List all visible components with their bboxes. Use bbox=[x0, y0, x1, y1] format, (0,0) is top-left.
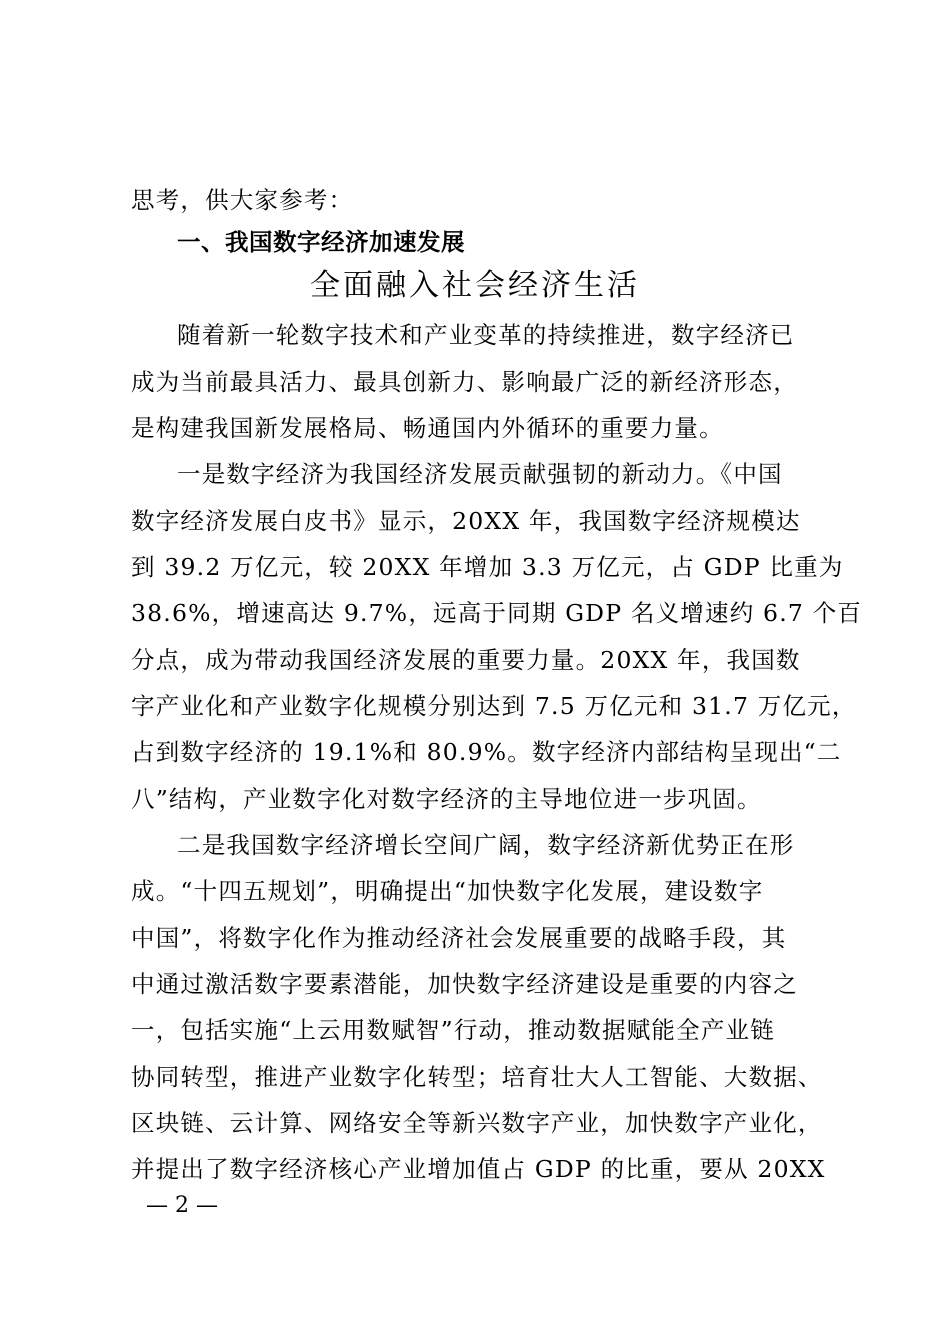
paragraph-line: 中国”，将数字化作为推动经济社会发展重要的战略手段，其 bbox=[131, 924, 787, 952]
paragraph-line: 成。“十四五规划”，明确提出“加快数字化发展，建设数字 bbox=[131, 877, 764, 905]
paragraph-line: 到 39.2 万亿元，较 20XX 年增加 3.3 万亿元，占 GDP 比重为 bbox=[131, 553, 844, 581]
section-heading: 一、我国数字经济加速发展 bbox=[177, 228, 465, 256]
paragraph-line: 二是我国数字经济增长空间广阔，数字经济新优势正在形 bbox=[177, 831, 795, 859]
paragraph-line: 随着新一轮数字技术和产业变革的持续推进，数字经济已 bbox=[177, 321, 795, 349]
paragraph-line: 分点，成为带动我国经济发展的重要力量。20XX 年，我国数 bbox=[131, 646, 801, 674]
paragraph-line: 中通过激活数字要素潜能，加快数字经济建设是重要的内容之 bbox=[131, 970, 798, 998]
paragraph-line: 成为当前最具活力、最具创新力、影响最广泛的新经济形态， bbox=[131, 368, 798, 396]
intro-line: 思考，供大家参考： bbox=[131, 186, 354, 214]
paragraph-line: 一，包括实施“上云用数赋智”行动，推动数据赋能全产业链 bbox=[131, 1016, 775, 1044]
page-number: — 2 — bbox=[146, 1193, 218, 1218]
paragraph-line: 38.6%，增速高达 9.7%，远高于同期 GDP 名义增速约 6.7 个百 bbox=[131, 599, 863, 627]
paragraph-line: 协同转型，推进产业数字化转型；培育壮大人工智能、大数据、 bbox=[131, 1063, 823, 1091]
paragraph-line: 占到数字经济的 19.1%和 80.9%。数字经济内部结构呈现出“二 bbox=[131, 738, 842, 766]
paragraph-line: 八”结构，产业数字化对数字经济的主导地位进一步巩固。 bbox=[131, 785, 762, 813]
paragraph-line: 并提出了数字经济核心产业增加值占 GDP 的比重，要从 20XX bbox=[131, 1155, 826, 1183]
paragraph-line: 区块链、云计算、网络安全等新兴数字产业，加快数字产业化， bbox=[131, 1109, 823, 1137]
section-subheading: 全面融入社会经济生活 bbox=[310, 268, 640, 303]
paragraph-line: 是构建我国新发展格局、畅通国内外循环的重要力量。 bbox=[131, 414, 724, 442]
paragraph-line: 一是数字经济为我国经济发展贡献强韧的新动力。《中国 bbox=[177, 460, 783, 488]
paragraph-line: 数字经济发展白皮书》显示，20XX 年，我国数字经济规模达 bbox=[131, 507, 801, 535]
paragraph-line: 字产业化和产业数字化规模分别达到 7.5 万亿元和 31.7 万亿元， bbox=[131, 692, 857, 720]
